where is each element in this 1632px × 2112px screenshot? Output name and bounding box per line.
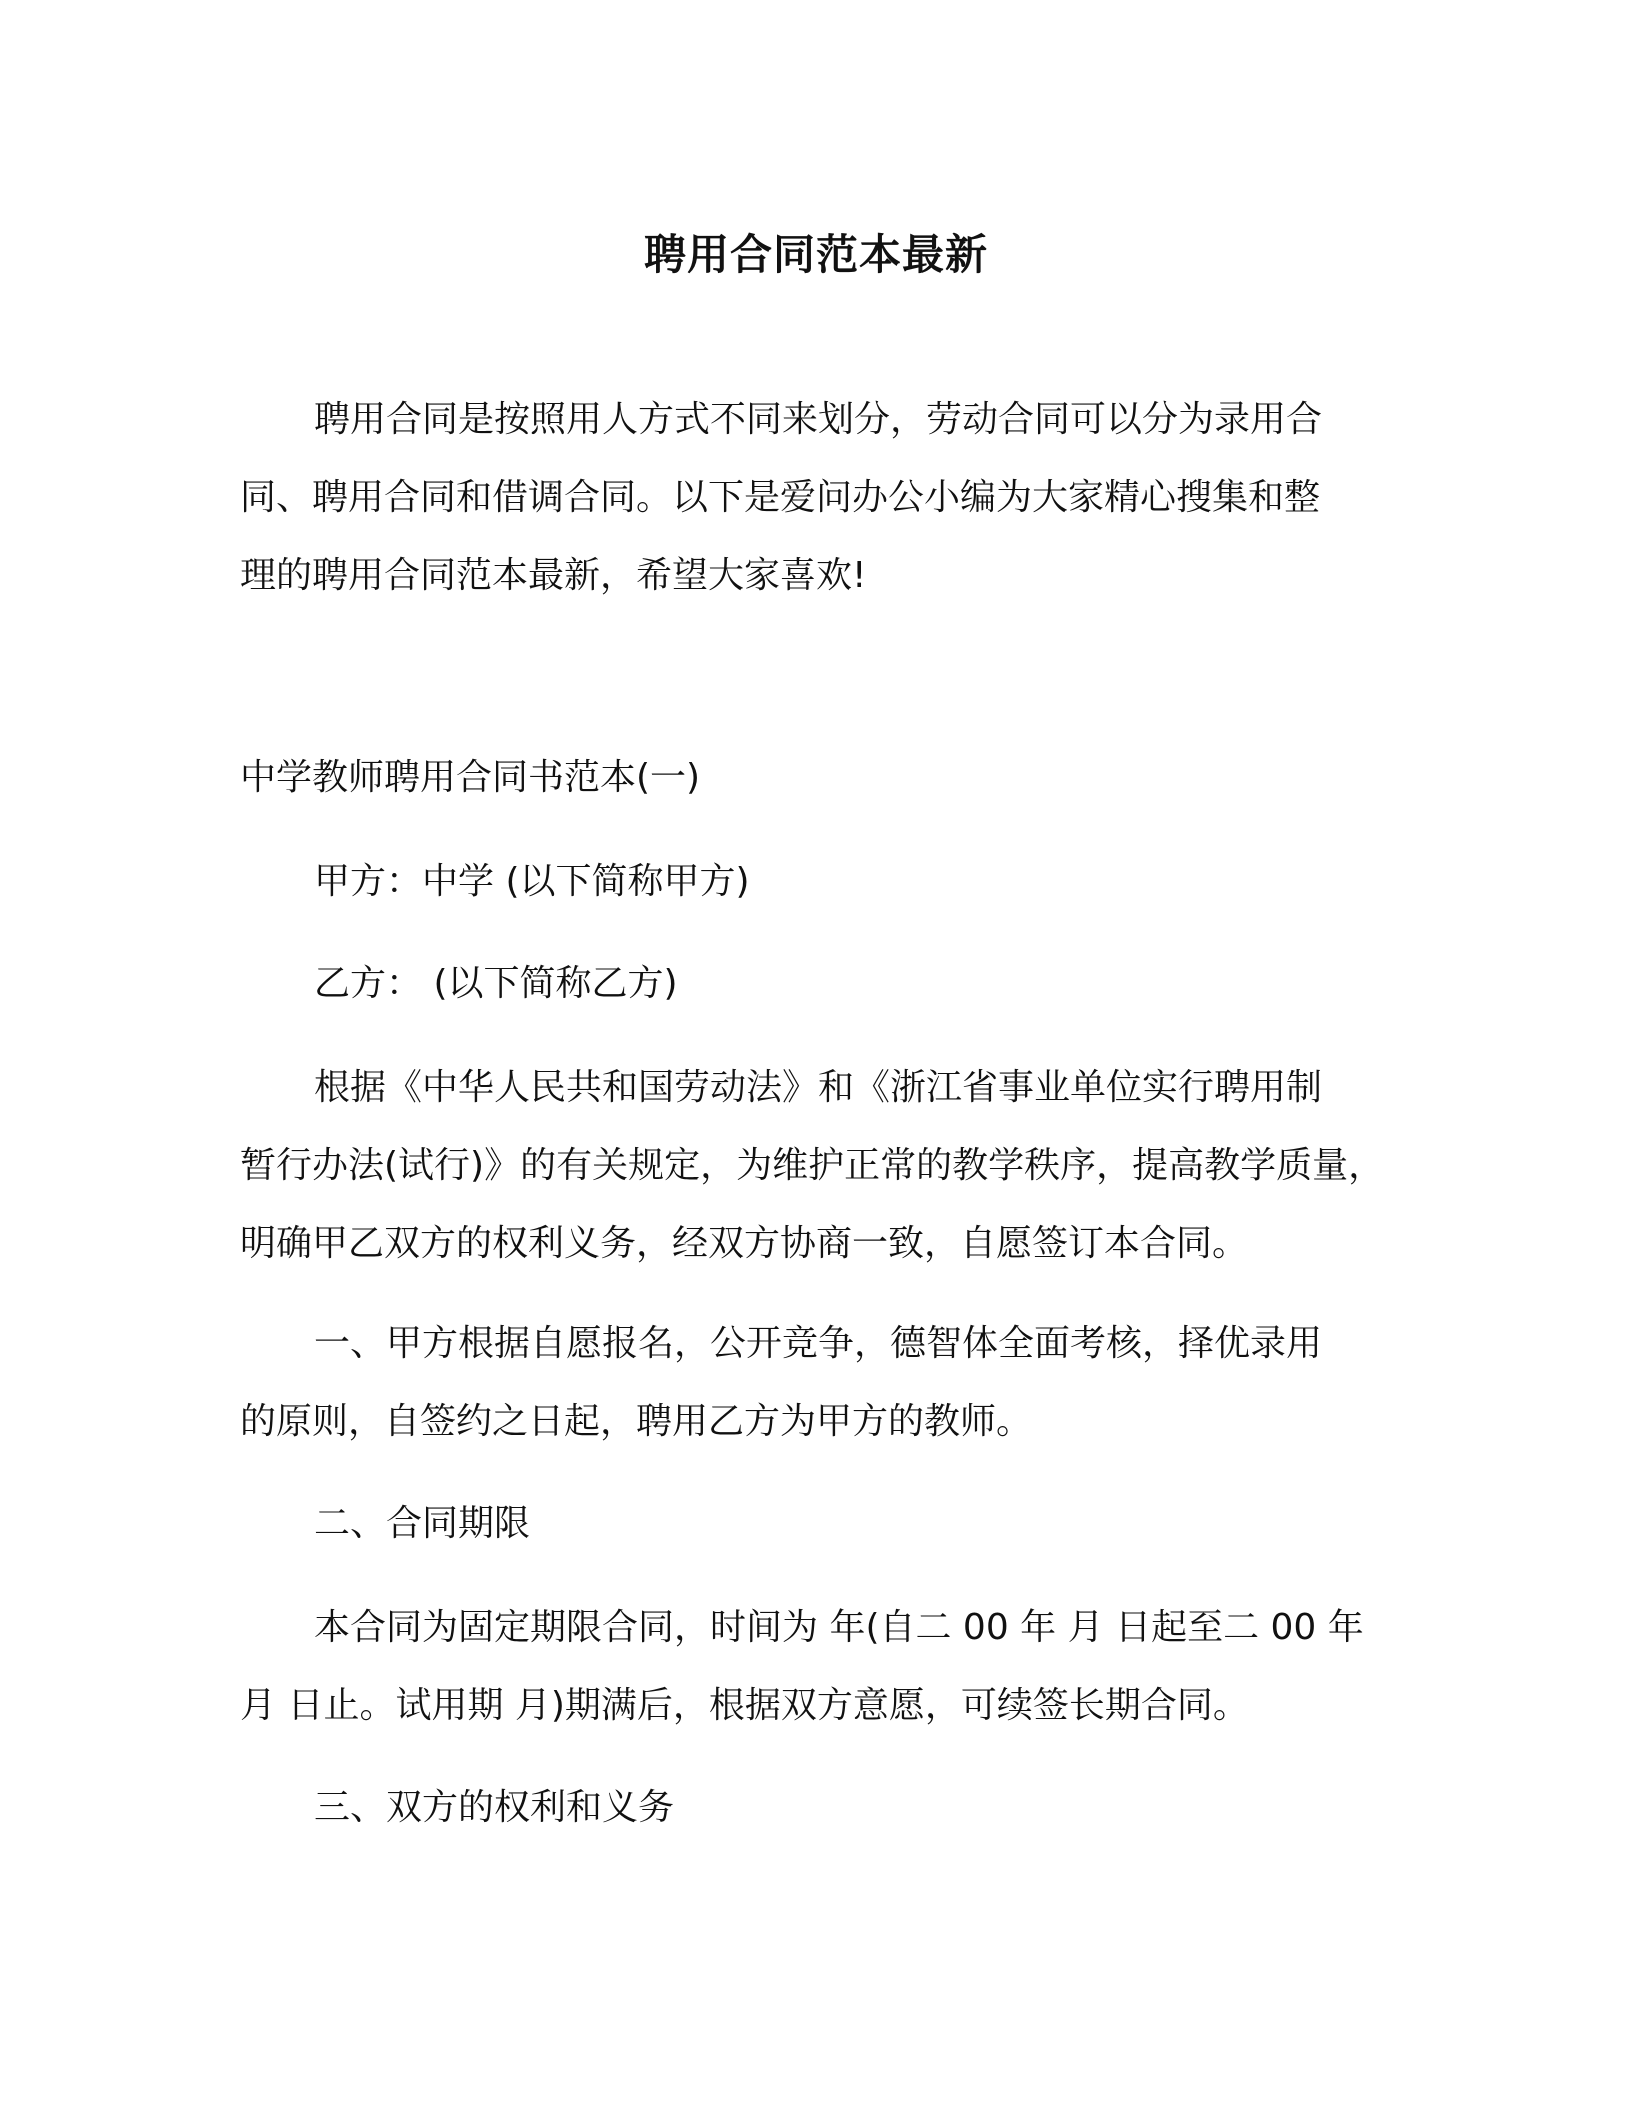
clause-1-line: 的原则，自签约之日起，聘用乙方为甲方的教师。 xyxy=(240,1401,1033,1442)
clause-2-line: 月 日止。试用期 月)期满后，根据双方意愿，可续签长期合同。 xyxy=(240,1685,1249,1726)
intro-line: 同、聘用合同和借调合同。以下是爱问办公小编为大家精心搜集和整 xyxy=(240,477,1321,518)
intro-line: 聘用合同是按照用人方式不同来划分，劳动合同可以分为录用合 xyxy=(314,399,1323,440)
document-title: 聘用合同范本最新 xyxy=(643,230,988,279)
party-b-line: 乙方： (以下简称乙方) xyxy=(314,963,678,1004)
party-a-line: 甲方：中学 (以下简称甲方) xyxy=(314,861,750,902)
basis-line: 明确甲乙双方的权利义务，经双方协商一致，自愿签订本合同。 xyxy=(240,1223,1249,1264)
basis-line: 根据《中华人民共和国劳动法》和《浙江省事业单位实行聘用制 xyxy=(314,1067,1323,1108)
clause-2-line: 本合同为固定期限合同，时间为 年(自二 00 年 月 日起至二 00 年 xyxy=(314,1607,1364,1648)
clause-2-heading: 二、合同期限 xyxy=(314,1503,531,1544)
intro-line: 理的聘用合同范本最新，希望大家喜欢! xyxy=(240,555,867,596)
clause-1-line: 一、甲方根据自愿报名，公开竞争，德智体全面考核，择优录用 xyxy=(314,1323,1323,1364)
clause-3-heading: 三、双方的权利和义务 xyxy=(314,1787,675,1828)
basis-line: 暂行办法(试行)》的有关规定，为维护正常的教学秩序，提高教学质量， xyxy=(240,1145,1385,1186)
section-heading: 中学教师聘用合同书范本(一) xyxy=(240,757,701,798)
